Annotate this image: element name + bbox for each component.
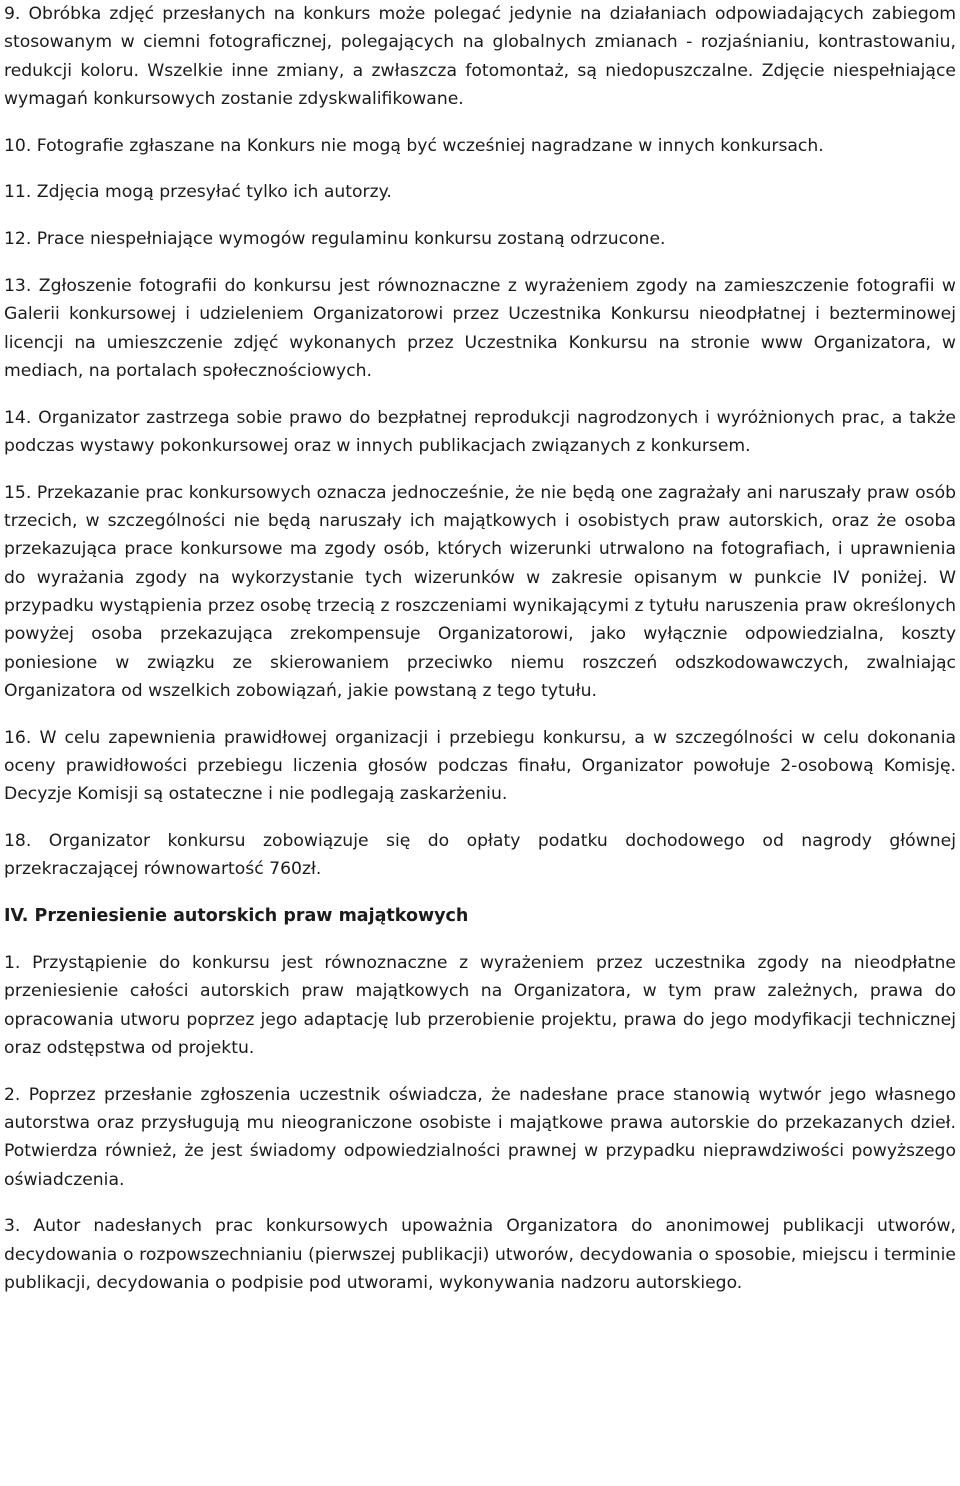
- rule-11: 11. Zdjęcia mogą przesyłać tylko ich autorzy.: [4, 182, 392, 203]
- rule-12: 12. Prace niespełniające wymogów regulaminu konkursu zostaną odrzucone.: [4, 229, 666, 250]
- rule-16: 16. W celu zapewnienia prawidłowej organizacji i przebiegu konkursu, a w szczególności w celu dokonania oceny prawidłowości przebiegu liczenia głosów podczas finału, Organizator powołuje 2-osobową Komisję. Decyzje Komisji są ostateczne i nie podlegają zaskarżeniu.: [4, 727, 956, 805]
- rule-13: 13. Zgłoszenie fotografii do konkursu jest równoznaczne z wyrażeniem zgody na zamieszczenie fotografii w Galerii konkursowej i udzieleniem Organizatorowi przez Uczestnika Konkursu nieodpłatnej i bezterminowej licencji na umieszczenie zdjęć wykonanych przez Uczestnika Konkursu na stronie www Organizatora, w mediach, na portalach społecznościowych.: [4, 276, 956, 381]
- rule-10: 10. Fotografie zgłaszane na Konkurs nie mogą być wcześniej nagradzane w innych konkursach.: [4, 135, 824, 156]
- section-iv-rule-1: 1. Przystąpienie do konkursu jest równoznaczne z wyrażeniem przez uczestnika zgody na nieodpłatne przeniesienie całości autorskich praw majątkowych na Organizatora, w tym praw zależnych, prawa do opracowania utworu poprzez jego adaptację lub przerobienie projektu, prawa do jego modyfikacji technicznej oraz odstępstwa od projektu.: [4, 953, 956, 1058]
- section-iv-rule-3: 3. Autor nadesłanych prac konkursowych upoważnia Organizatora do anonimowej publikacji utworów, decydowania o rozpowszechnianiu (pierwszej publikacji) utworów, decydowania o sposobie, miejscu i terminie publikacji, decydowania o podpisie pod utworami, wykonywania nadzoru autorskiego.: [4, 1216, 956, 1293]
- rule-9: 9. Obróbka zdjęć przesłanych na konkurs może polegać jedynie na działaniach odpowiadających zabiegom stosowanym w ciemni fotograficznej, polegających na globalnych zmianach - rozjaśnianiu, kontrastowaniu, redukcji koloru. Wszelkie inne zmiany, a zwłaszcza fotomontaż, są niedopuszczalne. Zdjęcie niespełniające wymagań konkursowych zostanie zdyskwalifikowane.: [4, 4, 956, 109]
- regulations-page: [4, 0, 956, 1297]
- section-heading: IV. Przeniesienie autorskich praw majątkowych: [4, 906, 469, 927]
- rule-14: 14. Organizator zastrzega sobie prawo do bezpłatnej reprodukcji nagrodzonych i wyróżnionych prac, a także podczas wystawy pokonkursowej oraz w innych publikacjach związanych z konkursem.: [4, 407, 956, 457]
- rule-15: 15. Przekazanie prac konkursowych oznacza jednocześnie, że nie będą one zagrażały ani naruszały praw osób trzecich, w szczególności nie będą naruszały ich majątkowych i osobistych praw autorskich, oraz że osoba przekazująca prace konkursowe ma zgody osób, których wizerunki utrwalono na fotografiach, i uprawnienia do wyrażania zgody na wykorzystanie tych wizerunków w zakresie opisanym w punkcie IV poniżej. W przypadku wystąpienia przez osobę trzecią z roszczeniami wynikającymi z tytułu naruszenia praw określonych powyżej osoba przekazująca zrekompensuje Organizatorowi, jako wyłącznie odpowiedzialna, koszty poniesione w związku ze skierowaniem przeciwko niemu roszczeń odszkodowawczych, zwalniając Organizatora od wszelkich zobowiązań, jakie powstaną z tego tytułu.: [4, 482, 956, 701]
- section-iv-rule-2: 2. Poprzez przesłanie zgłoszenia uczestnik oświadcza, że nadesłane prace stanowią wytwór jego własnego autorstwa oraz przysługują mu nieograniczone osobiste i majątkowe prawa autorskie do przekazanych dzieł. Potwierdza również, że jest świadomy odpowiedzialności prawnej w przypadku nieprawdziwości powyższego oświadczenia.: [4, 1084, 956, 1190]
- rule-18: 18. Organizator konkursu zobowiązuje się do opłaty podatku dochodowego od nagrody głównej przekraczającej równowartość 760zł.: [4, 831, 956, 880]
